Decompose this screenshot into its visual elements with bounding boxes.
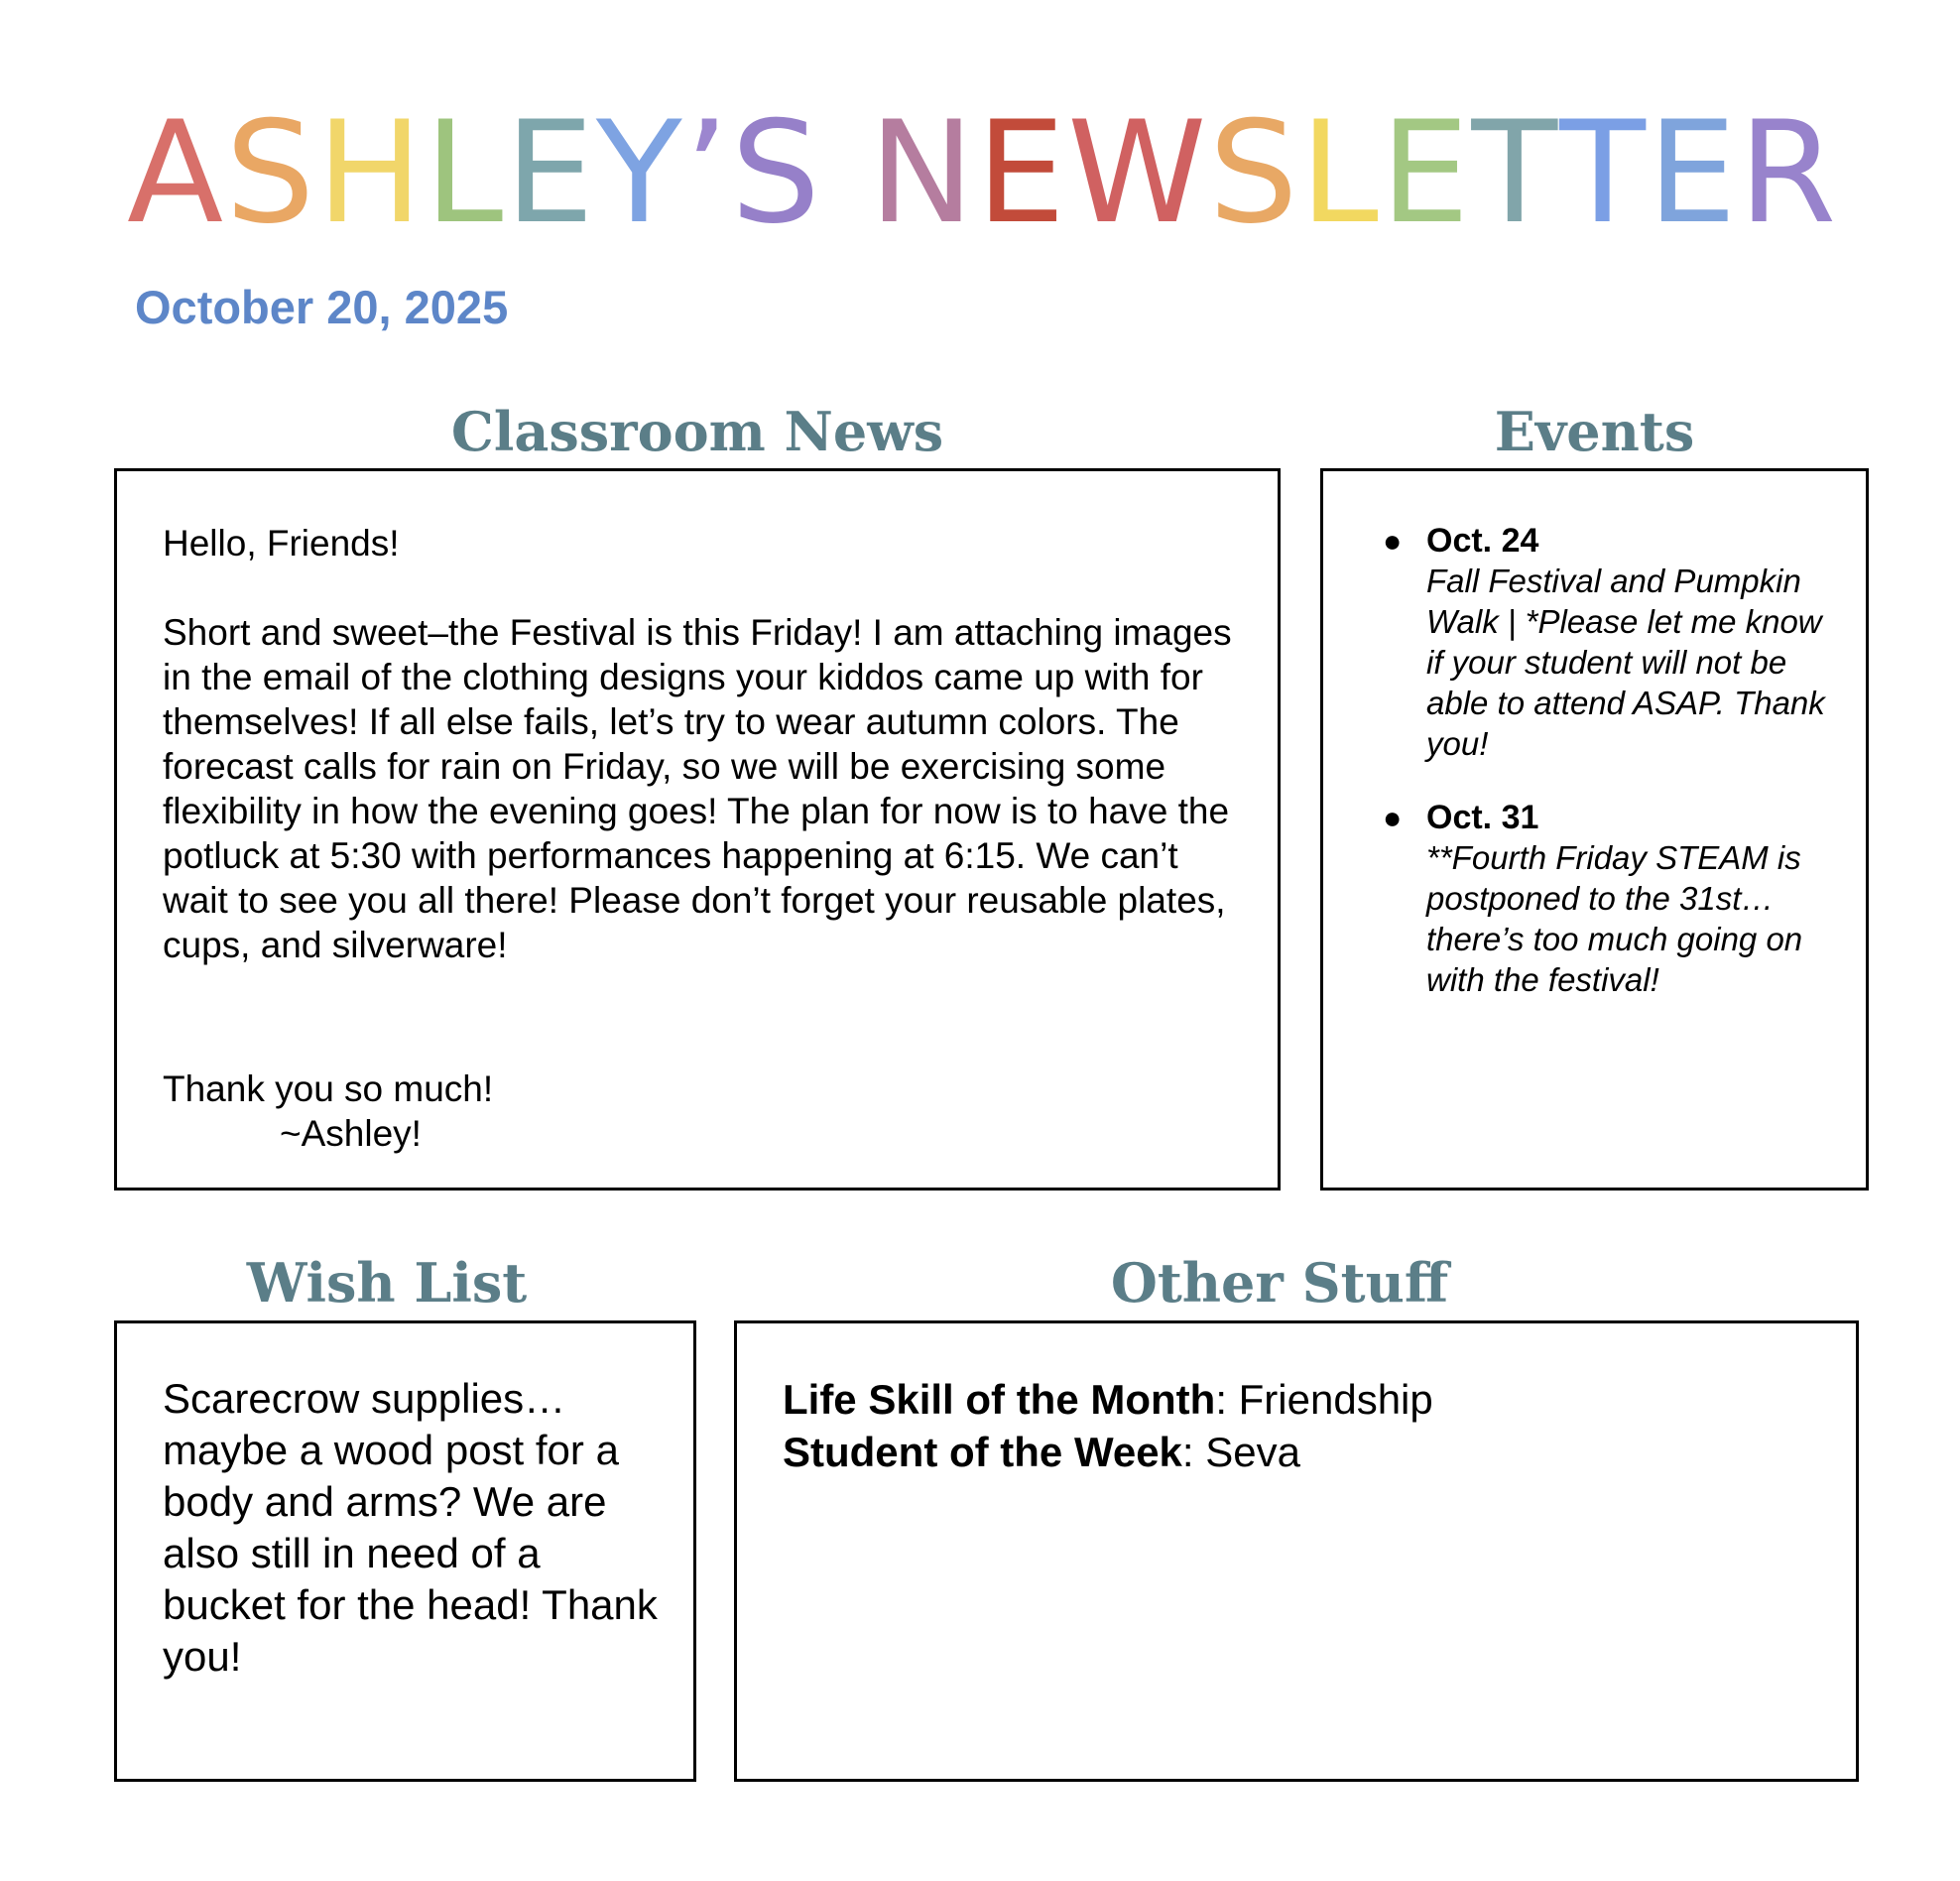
news-closing: Thank you so much! (163, 1068, 494, 1109)
news-greeting: Hello, Friends! (163, 523, 400, 564)
title-letter: L (425, 91, 506, 255)
title-letter: E (1380, 91, 1472, 255)
title-letter: ’ (683, 91, 731, 255)
title-letter: E (505, 91, 596, 255)
news-signature: ~Ashley! (280, 1113, 422, 1154)
bullet-icon: ● (1383, 800, 1403, 835)
title-letter: E (1647, 91, 1739, 255)
other-stuff-box (734, 1320, 1859, 1782)
classroom-news-heading: Classroom News (450, 400, 944, 463)
title-letter: W (1067, 91, 1209, 255)
title-letter: Y (595, 91, 684, 255)
other-stuff-heading: Other Stuff (1110, 1251, 1449, 1315)
event-item (1383, 798, 1846, 1000)
title-letter: A (127, 91, 226, 255)
classroom-news-box (114, 468, 1281, 1191)
title-letter: S (225, 91, 317, 255)
life-skill-label: Life Skill of the Month (783, 1376, 1216, 1423)
title-letter: R (1738, 91, 1839, 255)
student-of-week-label: Student of the Week (783, 1429, 1182, 1475)
news-body: Short and sweet–the Festival is this Friday! I am attaching images in the email of the clothing designs your kiddos came up with for themselves! If all else fails, let’s try to wear autumn colors. The forecast calls for rain on Friday, so we will be exercising some flexibility in how the evening goes! The plan for now is to have the potluck at 5:30 with performances happening at 6:15. We can’t wait to see you all there! Please don’t forget your reusable plates, cups, and silverware! (163, 612, 1232, 965)
title-letter: N (869, 91, 977, 255)
life-skill-line (783, 1373, 1826, 1426)
event-description: Fall Festival and Pumpkin Walk | *Please let me know if your student will not be able to attend ASAP. Thank you! (1426, 563, 1825, 762)
event-date: Oct. 31 (1426, 799, 1539, 836)
title-letter: E (976, 91, 1068, 255)
events-heading: Events (1494, 400, 1695, 463)
wish-list-text: Scarecrow supplies…maybe a wood post for a body and arms? We are also still in need of a bucket for the head! Thank you! (163, 1375, 658, 1680)
life-skill-value: : Friendship (1215, 1376, 1433, 1423)
title-letter (822, 99, 869, 248)
bullet-icon: ● (1383, 523, 1403, 559)
title-letter: L (1299, 91, 1381, 255)
event-item (1383, 521, 1846, 764)
wish-list-heading: Wish List (246, 1251, 528, 1315)
title-letter: H (316, 91, 426, 255)
event-date: Oct. 24 (1426, 522, 1539, 560)
wish-list-box (114, 1320, 696, 1782)
event-description: **Fourth Friday STEAM is postponed to the 31st…there’s too much going on with the festival! (1426, 839, 1803, 998)
events-box (1320, 468, 1869, 1191)
title-letter: T (1471, 91, 1560, 255)
newsletter-date: October 20, 2025 (135, 281, 509, 333)
student-of-week-line (783, 1426, 1826, 1478)
title-letter: T (1559, 91, 1648, 255)
title-letter: S (730, 91, 822, 255)
newsletter-title (127, 91, 1843, 255)
student-of-week-value: : Seva (1181, 1429, 1300, 1475)
title-letter: S (1208, 91, 1300, 255)
